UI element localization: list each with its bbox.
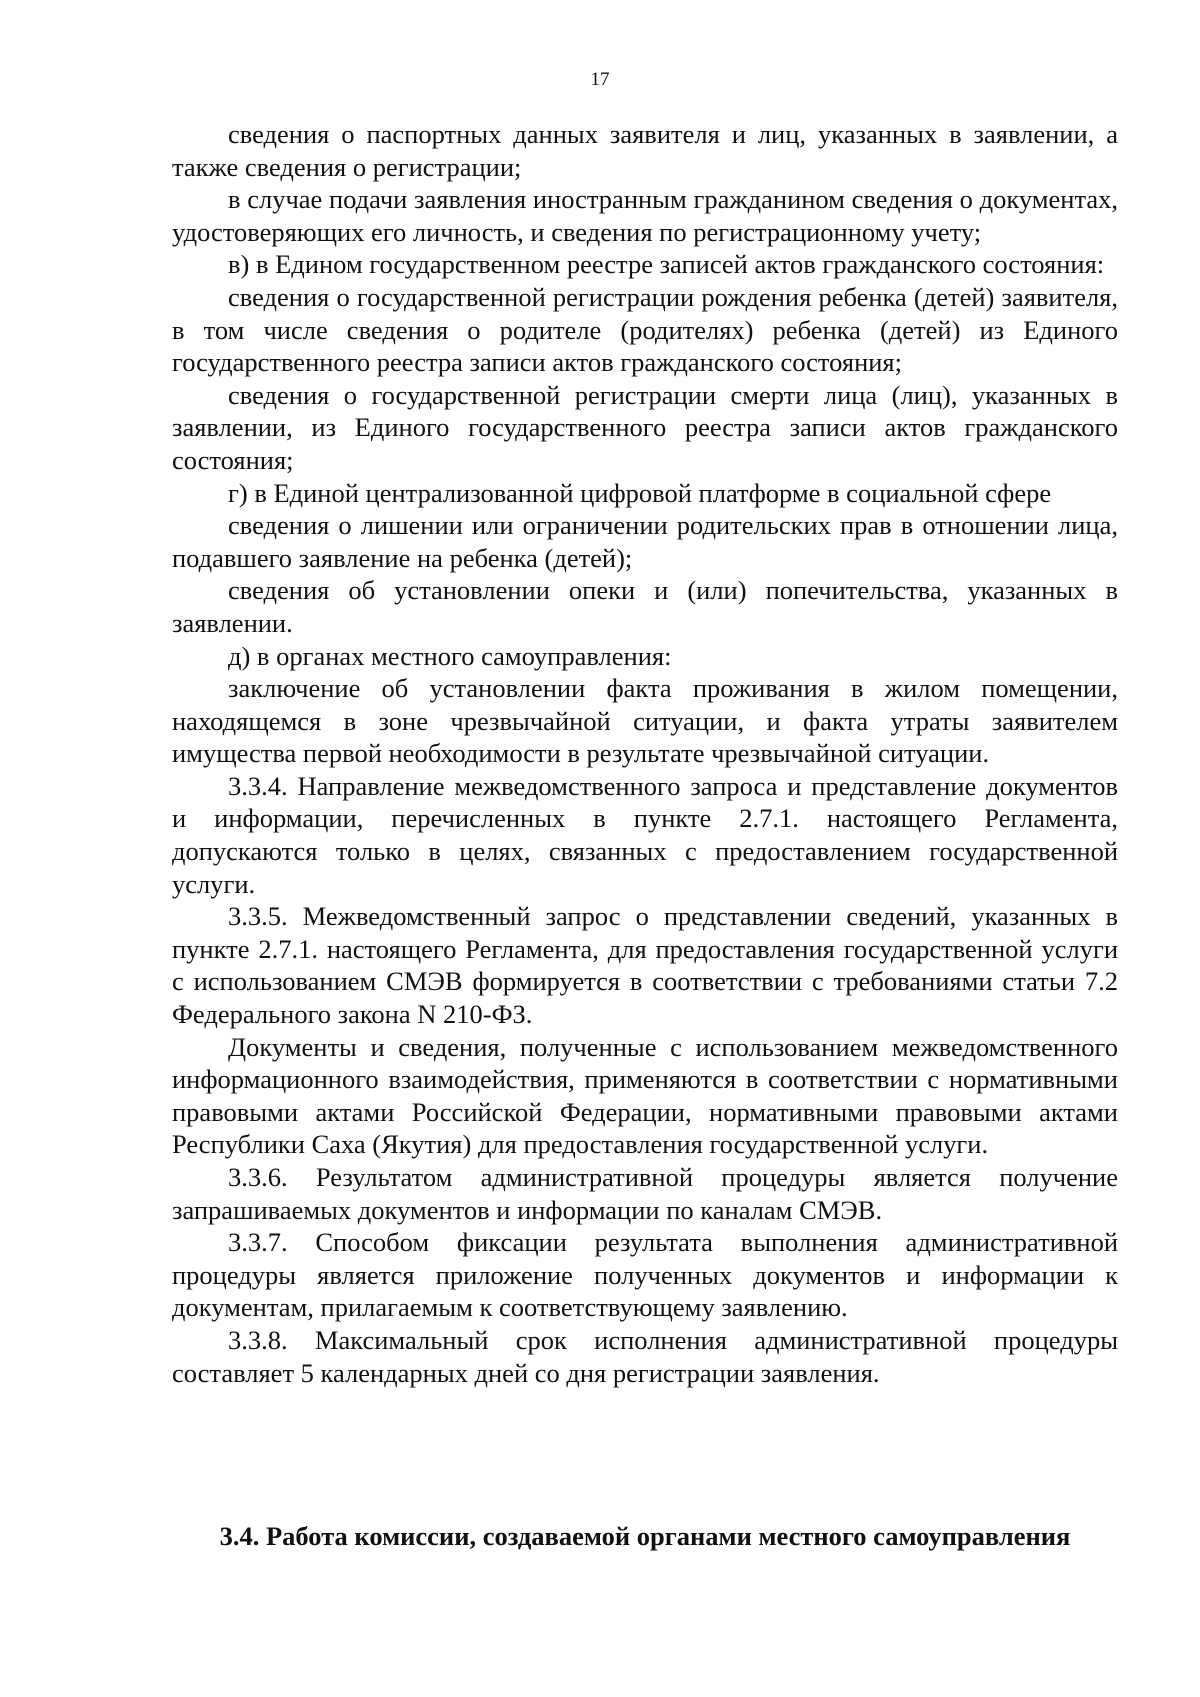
paragraph-parental-rights: сведения о лишении или ограничении родительских прав в отношении лица, подавшего заявление на ребенка (детей);	[172, 510, 1118, 573]
paragraph-item-d: д) в органах местного самоуправления:	[228, 640, 672, 671]
paragraph-death-registration: сведения о государственной регистрации смерти лица (лиц), указанных в заявлении, из Единого государственного реестра записи актов гражданского состояния;	[172, 379, 1118, 475]
paragraph-3-3-7: 3.3.7. Способом фиксации результата выполнения административной процедуры является приложение полученных документов и информации к документам, прилагаемым к соответствующему заявлению.	[172, 1227, 1118, 1323]
paragraph-foreign-citizen: в случае подачи заявления иностранным гражданином сведения о документах, удостоверяющих его личность, и сведения по регистрационному учету;	[172, 184, 1118, 247]
paragraph-3-3-4: 3.3.4. Направление межведомственного запроса и представление документов и информации, перечисленных в пункте 2.7.1. настоящего Регламента, допускаются только в целях, связанных с предоставлением государственной услуги.	[172, 770, 1118, 899]
paragraph-item-v: в) в Едином государственном реестре записей актов гражданского состояния:	[228, 249, 1105, 280]
paragraph-item-g: г) в Единой централизованной цифровой платформе в социальной сфере	[228, 477, 1052, 508]
paragraph-3-3-5: 3.3.5. Межведомственный запрос о представлении сведений, указанных в пункте 2.7.1. настоящего Регламента, для предоставления государственной услуги с использованием СМЭВ формируется в соответствии с требованиями статьи 7.2 Федерального закона N 210-ФЗ.	[172, 901, 1118, 1030]
paragraph-3-3-6: 3.3.6. Результатом административной процедуры является получение запрашиваемых документов и информации по каналам СМЭВ.	[172, 1162, 1118, 1225]
paragraph-documents-applied: Документы и сведения, полученные с использованием межведомственного информационного взаимодействия, применяются в соответствии с нормативными правовыми актами Российской Федерации, нормативными правовыми актами Республики Саха (Якутия) для предоставления государственной услуги.	[172, 1031, 1118, 1160]
paragraph-guardianship: сведения об установлении опеки и (или) попечительства, указанных в заявлении.	[172, 575, 1118, 638]
page-number: 17	[590, 69, 610, 90]
paragraph-passport-info: сведения о паспортных данных заявителя и лиц, указанных в заявлении, а также сведения о регистрации;	[172, 119, 1118, 182]
paragraph-emergency-conclusion: заключение об установлении факта проживания в жилом помещении, находящемся в зоне чрезвычайной ситуации, и факта утраты заявителем имущества первой необходимости в результате чрезвычайной ситуации.	[172, 673, 1118, 769]
section-heading: 3.4. Работа комиссии, создаваемой органами местного самоуправления	[219, 1521, 1071, 1551]
paragraph-3-3-8: 3.3.8. Максимальный срок исполнения административной процедуры составляет 5 календарных дней со дня регистрации заявления.	[172, 1324, 1118, 1388]
document-body	[172, 118, 1118, 1389]
paragraph-birth-registration: сведения о государственной регистрации рождения ребенка (детей) заявителя, в том числе сведения о родителе (родителях) ребенка (детей) из Единого государственного реестра записи актов гражданского состояния;	[172, 281, 1118, 378]
